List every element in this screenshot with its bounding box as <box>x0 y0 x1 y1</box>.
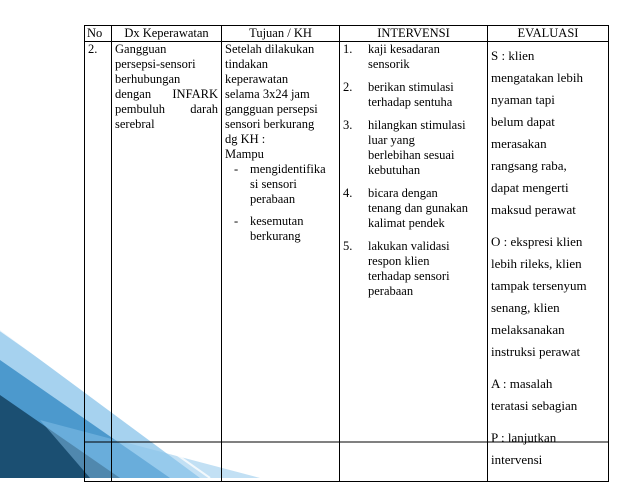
nursing-care-table <box>84 25 609 482</box>
dx-line: pembuluh darah <box>115 102 218 116</box>
goal-cell <box>222 42 340 482</box>
criteria-line: perabaan <box>250 192 296 206</box>
eval-line: instruksi perawat <box>491 344 581 359</box>
intervention-line: kebutuhan <box>368 163 421 177</box>
intervention-cell <box>340 42 488 482</box>
table-row <box>85 42 609 482</box>
criteria-list <box>225 162 336 244</box>
item-number: 5. <box>343 239 353 253</box>
dx-line: serebral <box>115 117 155 131</box>
intervention-line: berlebihan sesuai <box>368 148 455 162</box>
goal-line: keperawatan <box>225 72 289 86</box>
list-item <box>343 118 484 178</box>
intervention-line: berikan stimulasi <box>368 80 454 94</box>
list-item <box>343 42 484 72</box>
table-header-row <box>85 26 609 42</box>
row-number: 2. <box>85 42 112 482</box>
criteria-line: berkurang <box>250 229 301 243</box>
eval-line: maksud perawat <box>491 202 576 217</box>
intervention-line: luar yang <box>368 133 415 147</box>
goal-line: dg KH : <box>225 132 266 146</box>
dash-bullet: - <box>234 214 239 228</box>
item-number: 1. <box>343 42 353 56</box>
intervention-line: hilangkan stimulasi <box>368 118 466 132</box>
evaluation-objective <box>491 231 605 363</box>
eval-line: O : ekspresi klien <box>491 234 583 249</box>
list-item <box>343 239 484 299</box>
item-number: 3. <box>343 118 353 132</box>
header-intervensi: INTERVENSI <box>340 26 488 42</box>
evaluation-subjective <box>491 45 605 221</box>
eval-line: tampak tersenyum <box>491 278 587 293</box>
intervention-line: perabaan <box>368 284 414 298</box>
eval-line: dapat mengerti <box>491 180 569 195</box>
goal-line: selama 3x24 jam <box>225 87 310 101</box>
evaluation-plan <box>491 427 605 471</box>
header-no: No <box>85 26 112 42</box>
header-tujuan: Tujuan / KH <box>222 26 340 42</box>
intervention-line: terhadap sensori <box>368 269 450 283</box>
item-number: 2. <box>343 80 353 94</box>
goal-line: gangguan persepsi <box>225 102 318 116</box>
list-item <box>225 162 336 207</box>
dx-line: persepsi-sensori <box>115 57 196 71</box>
intervention-line: tenang dan gunakan <box>368 201 468 215</box>
eval-line: teratasi sebagian <box>491 398 578 413</box>
goal-line: tindakan <box>225 57 269 71</box>
eval-line: S : klien <box>491 48 535 63</box>
eval-line: rangsang raba, <box>491 158 567 173</box>
item-number: 4. <box>343 186 353 200</box>
header-evaluasi: EVALUASI <box>488 26 609 42</box>
eval-line: A : masalah <box>491 376 553 391</box>
eval-line: lebih rileks, klien <box>491 256 582 271</box>
intervention-line: respon klien <box>368 254 430 268</box>
eval-line: senang, klien <box>491 300 560 315</box>
eval-line: P : lanjutkan <box>491 430 557 445</box>
eval-line: intervensi <box>491 452 543 467</box>
goal-line: Mampu <box>225 147 264 161</box>
eval-line: merasakan <box>491 136 547 151</box>
criteria-line: kesemutan <box>250 214 304 228</box>
intervention-line: kalimat pendek <box>368 216 445 230</box>
goal-line: Setelah dilakukan <box>225 42 315 56</box>
intervention-line: sensorik <box>368 57 410 71</box>
criteria-line: si sensori <box>250 177 297 191</box>
eval-line: mengatakan lebih <box>491 70 584 85</box>
diagnosis-cell <box>112 42 222 482</box>
intervention-line: lakukan validasi <box>368 239 450 253</box>
evaluation-assessment <box>491 373 605 417</box>
criteria-line: mengidentifika <box>250 162 326 176</box>
intervention-line: bicara dengan <box>368 186 438 200</box>
eval-line: belum dapat <box>491 114 555 129</box>
list-item <box>343 186 484 231</box>
dash-bullet: - <box>234 162 239 176</box>
dx-line: Gangguan <box>115 42 167 56</box>
header-dx: Dx Keperawatan <box>112 26 222 42</box>
goal-line: sensori berkurang <box>225 117 315 131</box>
evaluation-cell <box>488 42 609 482</box>
eval-line: nyaman tapi <box>491 92 555 107</box>
list-item <box>225 214 336 244</box>
dx-line: dengan INFARK <box>115 87 218 101</box>
intervention-line: terhadap sentuha <box>368 95 453 109</box>
list-item <box>343 80 484 110</box>
intervention-line: kaji kesadaran <box>368 42 440 56</box>
eval-line: melaksanakan <box>491 322 565 337</box>
intervention-list <box>343 42 484 299</box>
dx-line: berhubungan <box>115 72 181 86</box>
